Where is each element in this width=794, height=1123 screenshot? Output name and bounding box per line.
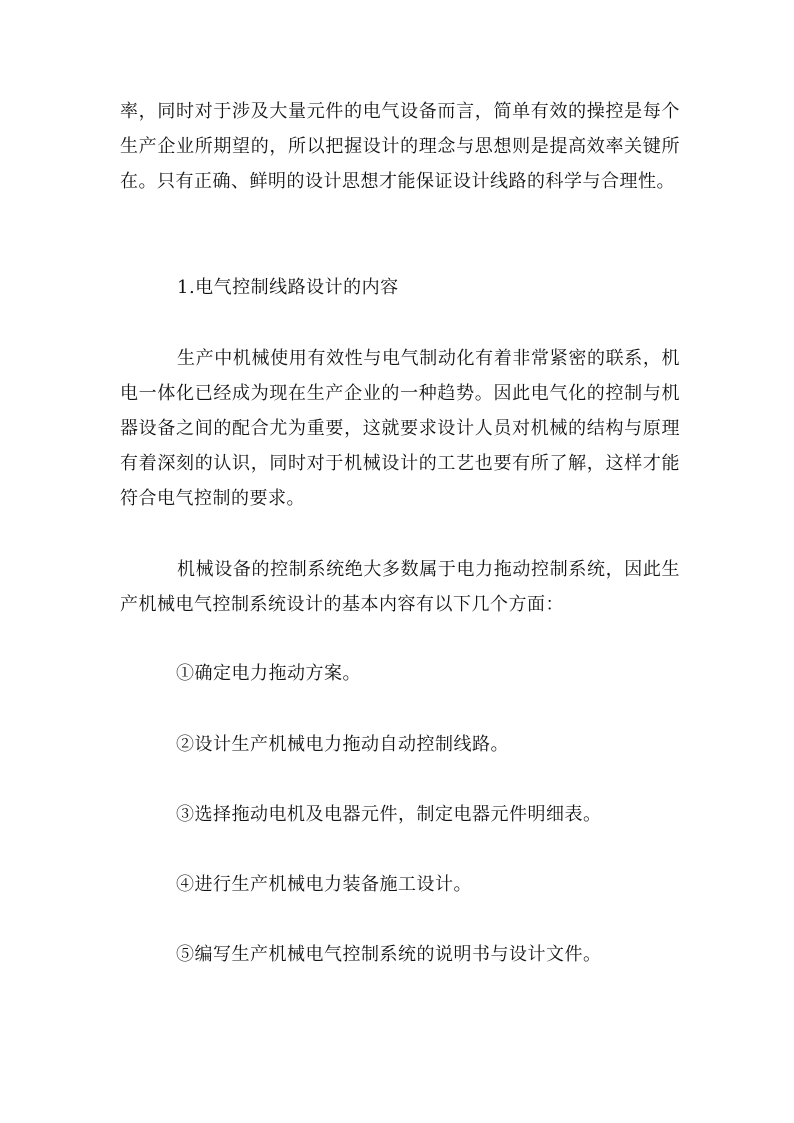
list-item-3: ③选择拖动电机及电器元件，制定电器元件明细表。 <box>176 804 602 825</box>
body-paragraph-1: 生产中机械使用有效性与电气制动化有着非常紧密的联系，机电一体化已经成为现在生产企业的一种趋势。因此电气化的控制与机器设备之间的配合尤为重要，这就要求设计人员对机械的结构与原理有着深刻的认识，同时对于机械设计的工艺也要有所了解，这样才能符合电气控制的要求。 <box>120 348 680 509</box>
body-paragraph-2: 机械设备的控制系统绝大多数属于电力拖动控制系统，因此生产机械电气控制系统设计的基本内容有以下几个方面： <box>120 559 680 615</box>
section-heading: 1.电气控制线路设计的内容 <box>177 277 399 298</box>
list-item-1: ①确定电力拖动方案。 <box>176 663 361 684</box>
list-item-5: ⑤编写生产机械电气控制系统的说明书与设计文件。 <box>176 944 602 965</box>
continuation-paragraph: 率，同时对于涉及大量元件的电气设备而言，简单有效的操控是每个生产企业所期望的，所以把握设计的理念与思想则是提高效率关键所在。只有正确、鲜明的设计思想才能保证设计线路的科学与合理性。 <box>120 101 680 192</box>
list-item-4: ④进行生产机械电力装备施工设计。 <box>176 874 472 895</box>
list-item-2: ②设计生产机械电力拖动自动控制线路。 <box>176 734 509 755</box>
